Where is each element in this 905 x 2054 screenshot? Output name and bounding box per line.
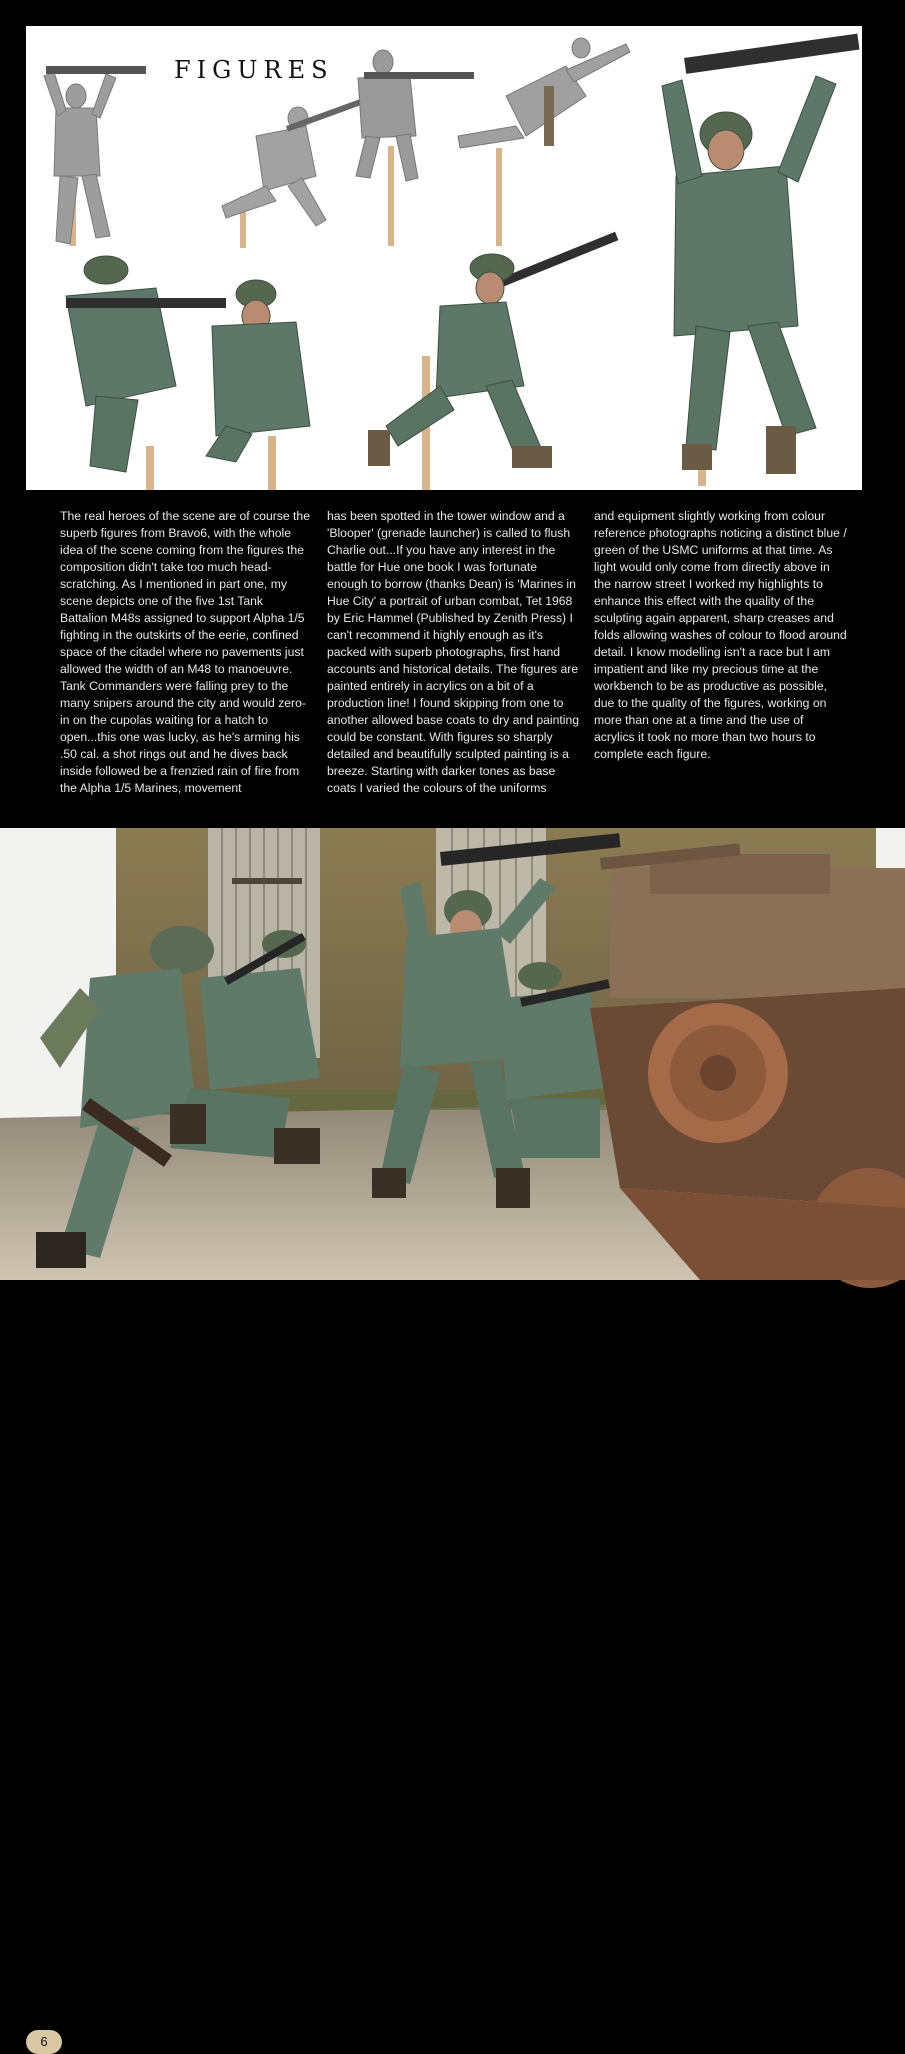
article-column-1: The real heroes of the scene are of course the superb figures from Bravo6, with the whole idea of the scene coming from the figures the composition didn't take too much head-scratching. As I mentioned in part one, my scene depicts one of the five 1st Tank Battalion M48s assigned to support Alpha 1/5 fighting in the outskirts of the eerie, confined space of the citadel where no pavements just allowed the width of an M48 to manoeuvre. Tank Commanders were falling prey to the many snipers around the city and would zero-in on the cupolas waiting for a hatch to open...this one was lucky, as he's arming his .50 cal. a shot rings out and he dives back inside followed be a frenzied rain of fire from the Alpha 1/5 Marines, movement: [60, 509, 310, 795]
painted-figures-pair: [66, 256, 310, 490]
grey-figure-1: [44, 66, 146, 246]
diorama-photo: [0, 828, 905, 2049]
figures-photo: [26, 26, 862, 490]
section-title: FIGURES: [174, 56, 334, 84]
painted-figure-large: [662, 34, 860, 486]
grey-figure-3: [356, 50, 474, 246]
article-body: [60, 508, 845, 818]
diorama-scene: [0, 828, 905, 1280]
painted-figure-running: [368, 232, 618, 490]
grey-figure-2: [222, 99, 363, 248]
page-number: 6: [26, 2030, 62, 2054]
article-column-2: has been spotted in the tower window and a 'Blooper' (grenade launcher) is called to flush Charlie out...If you have any interest in the battle for Hue one book I was fortunate enough to borrow (thanks Dean) is 'Marines in Hue City' a portrait of urban combat, Tet 1968 by Eric Hammel (Published by Zenith Press) I can't recommend it highly enough as it's packed with superb photographs, first hand accounts and historical details. The figures are painted entirely in acrylics on a bit of a production line! I found skipping from one to another allowed base coats to dry and painting could be constant. With figures so sharply detailed and beautifully sculpted painting is a breeze. Starting with darker tones as base coats I varied the colours of the uniforms: [327, 509, 580, 795]
article-column-3: and equipment slightly working from colour reference photographs noticing a distinct blue / green of the USMC uniforms at that time. As light would only come from directly above in the narrow street I worked my highlights to enhance this effect with the quality of the sculpting again apparent, sharp creases and folds allowing washes of colour to flood around detail. I know modelling isn't a race but I am impatient and like my precious time at the workbench to be as productive as possible, due to the quality of the figures, working on more than one at a time and the use of acrylics it took no more than two hours to complete each figure.: [594, 509, 847, 761]
grey-figure-4: [458, 38, 630, 246]
figures-photo-panel: [26, 26, 862, 490]
